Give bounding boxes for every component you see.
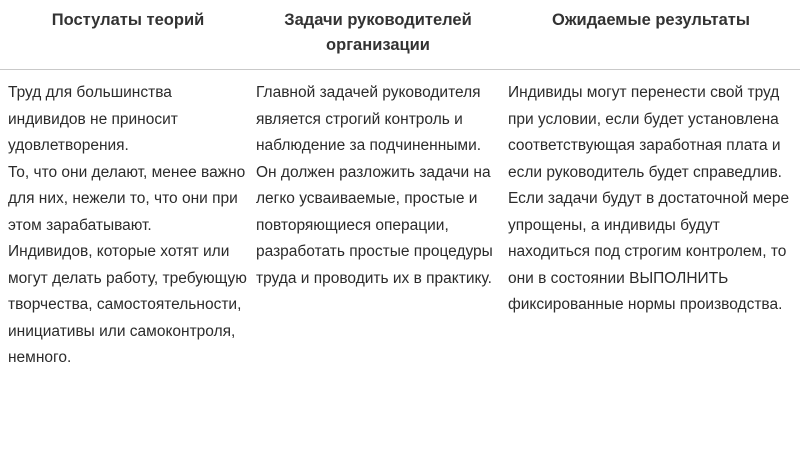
column-body bbox=[508, 80, 794, 319]
header-divider bbox=[0, 69, 252, 70]
column-header: Задачи руководителей организации bbox=[284, 11, 472, 54]
paragraph: Индивидов, которые хотят или могут делать работу, требующую творчества, самостоятельности, инициативы или самоконтроля, немного. bbox=[8, 243, 247, 366]
column-body bbox=[8, 80, 248, 372]
paragraph: Если задачи будут в достаточной мере упрощены, а индивиды будут находиться под строгим контролем, то они в состоянии ВЫПОЛНИТЬ фиксированные нормы производства. bbox=[508, 190, 790, 313]
paragraph: То, что они делают, менее важно для них, нежели то, что они при этом зарабатывают. bbox=[8, 163, 246, 234]
header-divider bbox=[504, 69, 800, 70]
column-header: Ожидаемые результаты bbox=[552, 11, 750, 29]
paragraph: Индивиды могут перенести свой труд при условии, если будет установлена соответствующая заработная плата и если руководитель будет справедлив. bbox=[508, 84, 782, 181]
paragraph: Он должен разложить задачи на легко усваиваемые, простые и повторяющиеся операции, разработать простые процедуры труда и проводить их в практику. bbox=[256, 163, 493, 287]
column-header: Постулаты теорий bbox=[51, 11, 205, 29]
header-divider bbox=[252, 69, 504, 70]
paragraph: Главной задачей руководителя является строгий контроль и наблюдение за подчиненными. bbox=[256, 84, 482, 154]
paragraph: Труд для большинства индивидов не приносит удовлетворения. bbox=[8, 84, 178, 154]
column-body bbox=[256, 80, 500, 292]
